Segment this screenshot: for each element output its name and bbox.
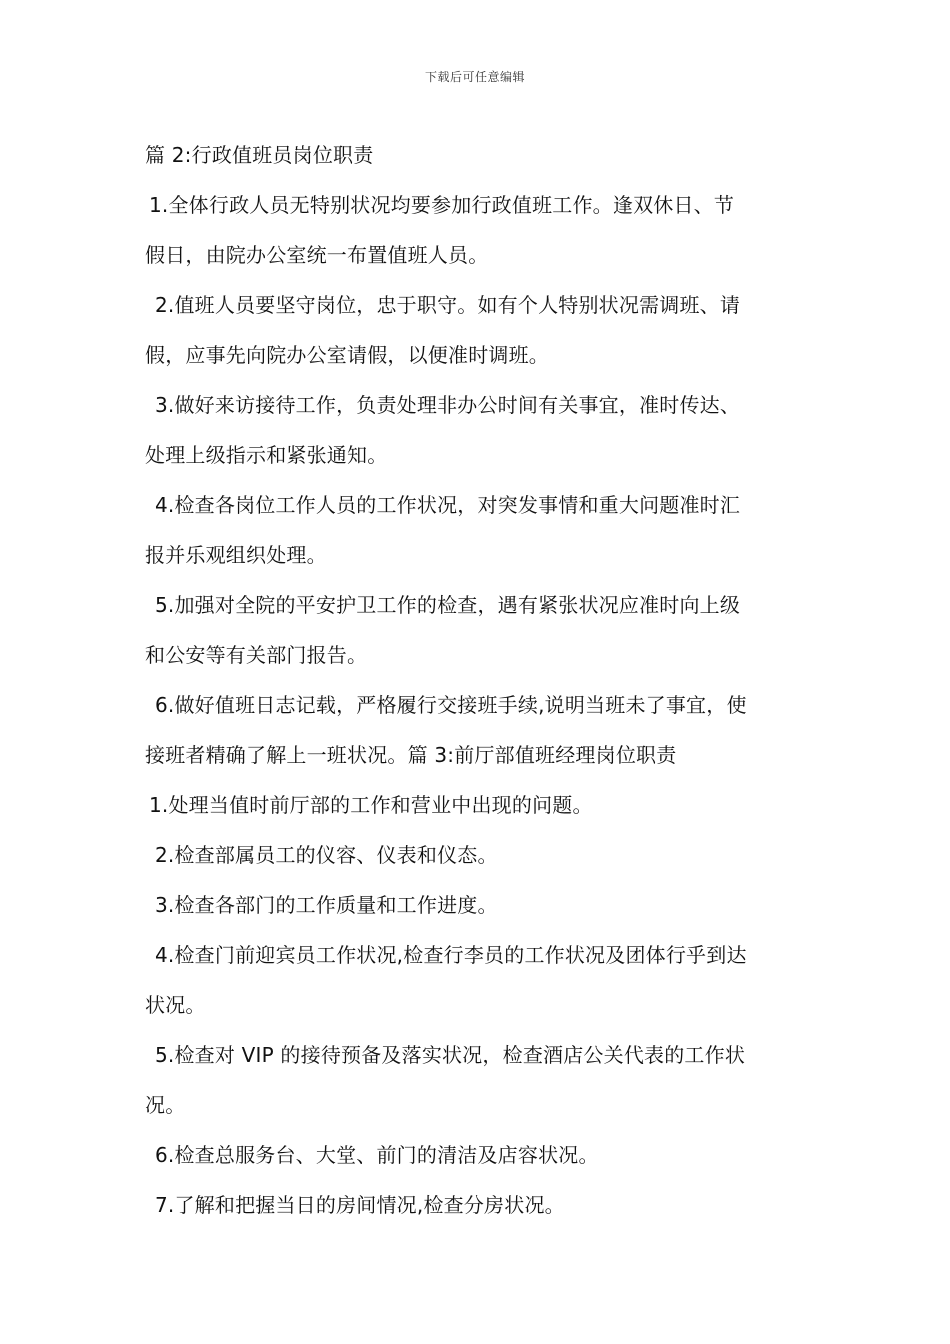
header-note: 下载后可任意编辑 — [424, 70, 525, 84]
text-line: 2.检查部属员工的仪容、仪表和仪态。 — [155, 843, 498, 867]
text-line: 假，应事先向院办公室请假，以便准时调班。 — [145, 343, 549, 367]
text-line: 报并乐观组织处理。 — [145, 543, 327, 567]
text-line: 5.加强对全院的平安护卫工作的检查，遇有紧张状况应准时向上级 — [155, 593, 741, 617]
text-line: 处理上级指示和紧张通知。 — [145, 443, 388, 467]
text-line: 状况。 — [145, 993, 206, 1017]
text-line: 7.了解和把握当日的房间情况,检查分房状况。 — [155, 1193, 565, 1217]
text-line: 篇 2:行政值班员岗位职责 — [145, 143, 374, 167]
text-line: 况。 — [145, 1093, 186, 1117]
text-line: 1.全体行政人员无特别状况均要参加行政值班工作。逢双休日、节 — [149, 193, 735, 217]
text-line: 和公安等有关部门报告。 — [145, 643, 368, 667]
text-line: 1.处理当值时前厅部的工作和营业中出现的问题。 — [149, 793, 593, 817]
text-line: 2.值班人员要坚守岗位，忠于职守。如有个人特别状况需调班、请 — [155, 293, 741, 317]
document-body — [145, 130, 810, 1230]
text-line: 3.检查各部门的工作质量和工作进度。 — [155, 893, 498, 917]
text-line: 5.检查对 VIP 的接待预备及落实状况，检查酒店公关代表的工作状 — [155, 1043, 746, 1067]
text-line: 4.检查门前迎宾员工作状况,检查行李员的工作状况及团体行乎到达 — [155, 943, 747, 967]
text-line: 3.做好来访接待工作，负责处理非办公时间有关事宜，准时传达、 — [155, 393, 741, 417]
text-line: 6.检查总服务台、大堂、前门的清洁及店容状况。 — [155, 1143, 599, 1167]
text-line: 假日，由院办公室统一布置值班人员。 — [145, 243, 489, 267]
text-line: 接班者精确了解上一班状况。篇 3:前厅部值班经理岗位职责 — [145, 743, 677, 767]
text-line: 4.检查各岗位工作人员的工作状况，对突发事情和重大问题准时汇 — [155, 493, 741, 517]
text-line: 6.做好值班日志记载，严格履行交接班手续,说明当班未了事宜，使 — [155, 693, 747, 717]
